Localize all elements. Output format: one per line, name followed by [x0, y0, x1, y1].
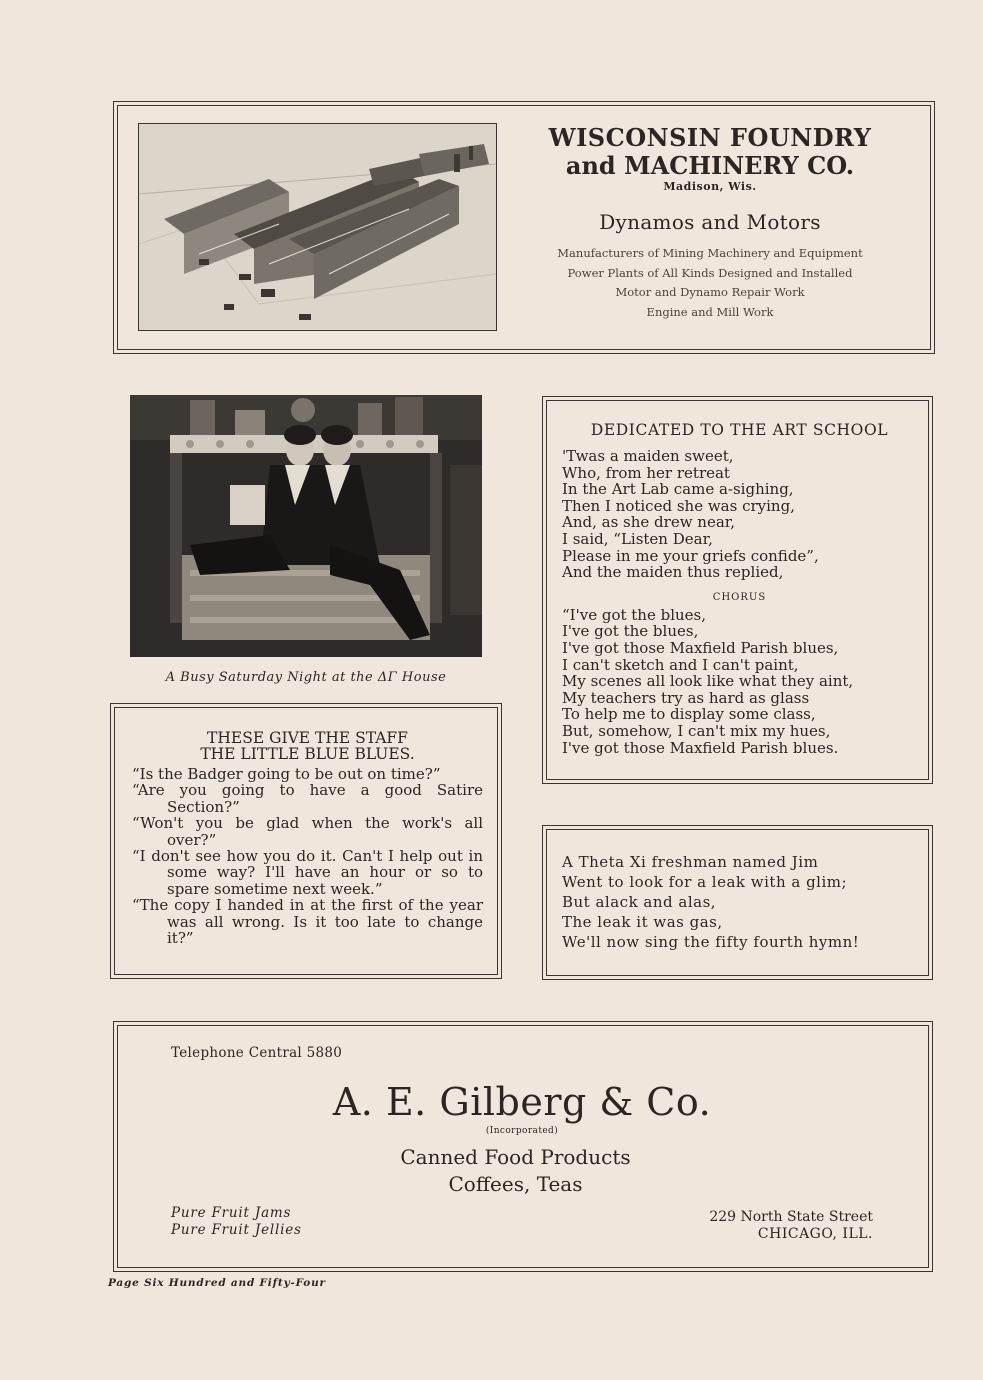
house-photo-image — [130, 395, 482, 657]
photo-caption: A Busy Saturday Night at the ΔΓ House — [165, 670, 447, 685]
limerick-line: We'll now sing the fifty fourth hymn! — [562, 933, 860, 951]
staff-title-line2: THE LITTLE BLUE BLUES. — [200, 745, 415, 763]
chorus-line: My scenes all look like what they aint, — [562, 672, 854, 691]
foundry-name-line1: WISCONSIN FOUNDRY — [548, 123, 872, 152]
staff-quote: “The copy I handed in at the first of the year was all wrong. Is it too late to change it?” — [132, 896, 483, 948]
verse-line: Then I noticed she was crying, — [562, 496, 795, 515]
gilberg-products-line1: Canned Food Products — [400, 1145, 631, 1169]
gilberg-street: 229 North State Street — [709, 1209, 873, 1225]
verse-line: And, as she drew near, — [562, 513, 736, 532]
foundry-text-block — [505, 124, 915, 322]
chorus-line: I've got those Maxfield Parish blues. — [562, 738, 839, 757]
limerick-line: But alack and alas, — [562, 893, 717, 911]
limerick-line: Went to look for a leak with a glim; — [562, 873, 848, 891]
factory-illustration — [138, 123, 497, 331]
chorus-line: I can't sketch and I can't paint, — [562, 655, 799, 674]
chorus-line: My teachers try as hard as glass — [562, 688, 810, 707]
foundry-services — [505, 244, 915, 322]
verse-line: Please in me your griefs confide”, — [562, 546, 819, 565]
foundry-name-line2: and MACHINERY CO. — [565, 151, 855, 180]
chorus-line: To help me to display some class, — [562, 705, 816, 724]
gilberg-telephone: Telephone Central 5880 — [171, 1045, 343, 1061]
limerick-line: The leak it was gas, — [562, 913, 723, 931]
limerick-line: A Theta Xi freshman named Jim — [562, 853, 819, 871]
staff-quote: “Are you going to have a good Satire Section?” — [132, 781, 483, 816]
gilberg-city: CHICAGO, ILL. — [757, 1226, 873, 1242]
chorus-line: I've got the blues, — [562, 622, 699, 641]
staff-quotes — [132, 766, 483, 946]
staff-title-line1: THESE GIVE THE STAFF — [207, 729, 408, 747]
staff-quote: “Is the Badger going to be out on time?” — [132, 765, 441, 783]
staff-quote: “I don't see how you do it. Can't I help out in some way? I'll have an hour or so to spare sometime next week.” — [132, 847, 483, 898]
art-school-verse — [562, 448, 917, 581]
staff-quote: “Won't you be glad when the work's all over?” — [132, 814, 483, 849]
chorus-label: CHORUS — [712, 591, 767, 603]
foundry-tagline: Dynamos and Motors — [599, 210, 821, 234]
verse-line: And the maiden thus replied, — [562, 563, 784, 582]
staff-content — [132, 730, 483, 946]
gilberg-name: A. E. Gilberg & Co. — [332, 1080, 712, 1124]
house-photo — [130, 395, 482, 657]
gilberg-jellies: Pure Fruit Jellies — [171, 1222, 302, 1238]
gilberg-jams: Pure Fruit Jams — [171, 1205, 292, 1221]
foundry-service: Manufacturers of Mining Machinery and Equipment — [557, 246, 863, 260]
verse-line: 'Twas a maiden sweet, — [562, 447, 734, 465]
verse-line: In the Art Lab came a-sighing, — [562, 480, 794, 499]
factory-drawing — [139, 124, 496, 330]
limerick-content — [562, 852, 917, 952]
gilberg-incorporated: (Incorporated) — [485, 1126, 559, 1136]
chorus-line: I've got those Maxfield Parish blues, — [562, 638, 839, 657]
chorus-line: But, somehow, I can't mix my hues, — [562, 721, 831, 740]
gilberg-products-line2: Coffees, Teas — [448, 1172, 583, 1196]
chorus-line: “I've got the blues, — [562, 605, 707, 624]
foundry-service: Motor and Dynamo Repair Work — [615, 285, 805, 299]
verse-line: I said, “Listen Dear, — [562, 529, 713, 548]
foundry-service: Engine and Mill Work — [646, 304, 774, 319]
art-school-chorus — [562, 607, 917, 756]
foundry-service: Power Plants of All Kinds Designed and Installed — [567, 265, 853, 280]
page-number: Page Six Hundred and Fifty-Four — [108, 1277, 326, 1289]
foundry-location: Madison, Wis. — [663, 180, 757, 193]
art-school-content — [562, 421, 917, 756]
verse-line: Who, from her retreat — [562, 463, 730, 482]
art-school-title: DEDICATED TO THE ART SCHOOL — [590, 421, 889, 439]
